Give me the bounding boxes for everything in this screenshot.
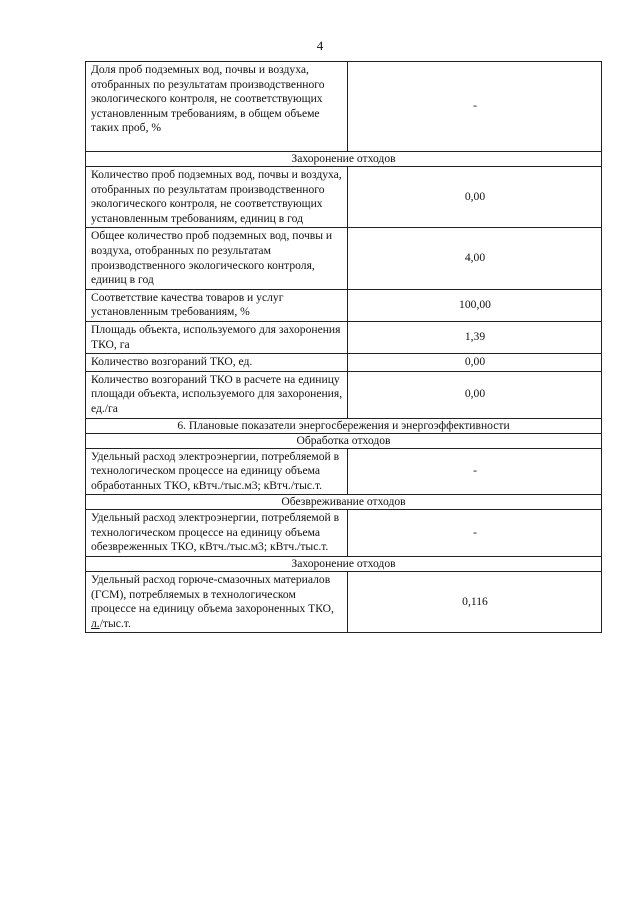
table-row (86, 510, 602, 557)
indicator-label-unit-tail: /тыс.т. (99, 616, 131, 630)
table-row (86, 354, 602, 372)
indicator-label: Общее количество проб подземных вод, почвы и воздуха, отобранных по результатам производственного экологического контроля, единиц в год (86, 228, 348, 289)
indicator-label-main: Удельный расход горюче-смазочных материалов (ГСМ), потребляемых в технологическом процессе на единицу объема захороненных ТКО, (91, 573, 334, 616)
indicator-value: 0,00 (348, 371, 602, 418)
section-row (86, 495, 602, 510)
section-title: 6. Плановые показатели энергосбережения и энергоэффективности (86, 418, 602, 433)
indicator-label-unit: л. (91, 616, 100, 630)
indicator-label: Количество возгораний ТКО в расчете на единицу площади объекта, используемого для захоронения, ед./га (86, 371, 348, 418)
section-title: Захоронение отходов (86, 152, 602, 167)
page-number: 4 (316, 38, 324, 53)
indicator-label: Соответствие качества товаров и услуг установленным требованиям, % (86, 289, 348, 321)
section-row (86, 152, 602, 167)
indicator-label: Площадь объекта, используемого для захоронения ТКО, га (86, 321, 348, 353)
table-row (86, 572, 602, 633)
indicator-value: - (348, 510, 602, 557)
indicator-value: 100,00 (348, 289, 602, 321)
indicator-value: 4,00 (348, 228, 602, 289)
indicator-label: Количество проб подземных вод, почвы и воздуха, отобранных по результатам производственного экологического контроля, не соответствующих установленным требованиям, единиц в год (86, 167, 348, 228)
indicator-label (86, 572, 348, 633)
section-title: Обезвреживание отходов (86, 495, 602, 510)
table-row (86, 371, 602, 418)
table-row (86, 289, 602, 321)
table-row (86, 62, 602, 152)
indicator-value: - (348, 62, 602, 152)
indicator-label: Удельный расход электроэнергии, потребляемой в технологическом процессе на единицу объема обезвреженных ТКО, кВтч./тыс.м3; кВтч./тыс.т. (86, 510, 348, 557)
table-row (86, 448, 602, 495)
section-row (86, 418, 602, 433)
indicator-label: Удельный расход электроэнергии, потребляемой в технологическом процессе на единицу объема обработанных ТКО, кВтч./тыс.м3; кВтч./тыс.т. (86, 448, 348, 495)
indicator-value: - (348, 448, 602, 495)
section-title: Захоронение отходов (86, 557, 602, 572)
table-row (86, 228, 602, 289)
indicator-value: 0,00 (348, 167, 602, 228)
indicator-label: Количество возгораний ТКО, ед. (86, 354, 348, 372)
section-row (86, 433, 602, 448)
section-row (86, 557, 602, 572)
section-title: Обработка отходов (86, 433, 602, 448)
indicator-value: 0,00 (348, 354, 602, 372)
indicator-value: 0,116 (348, 572, 602, 633)
indicator-label: Доля проб подземных вод, почвы и воздуха, отобранных по результатам производственного экологического контроля, не соответствующих установленным требованиям, в общем объеме таких проб, % (86, 62, 348, 152)
table-row (86, 321, 602, 353)
indicators-table (85, 61, 602, 633)
indicator-value: 1,39 (348, 321, 602, 353)
table-row (86, 167, 602, 228)
